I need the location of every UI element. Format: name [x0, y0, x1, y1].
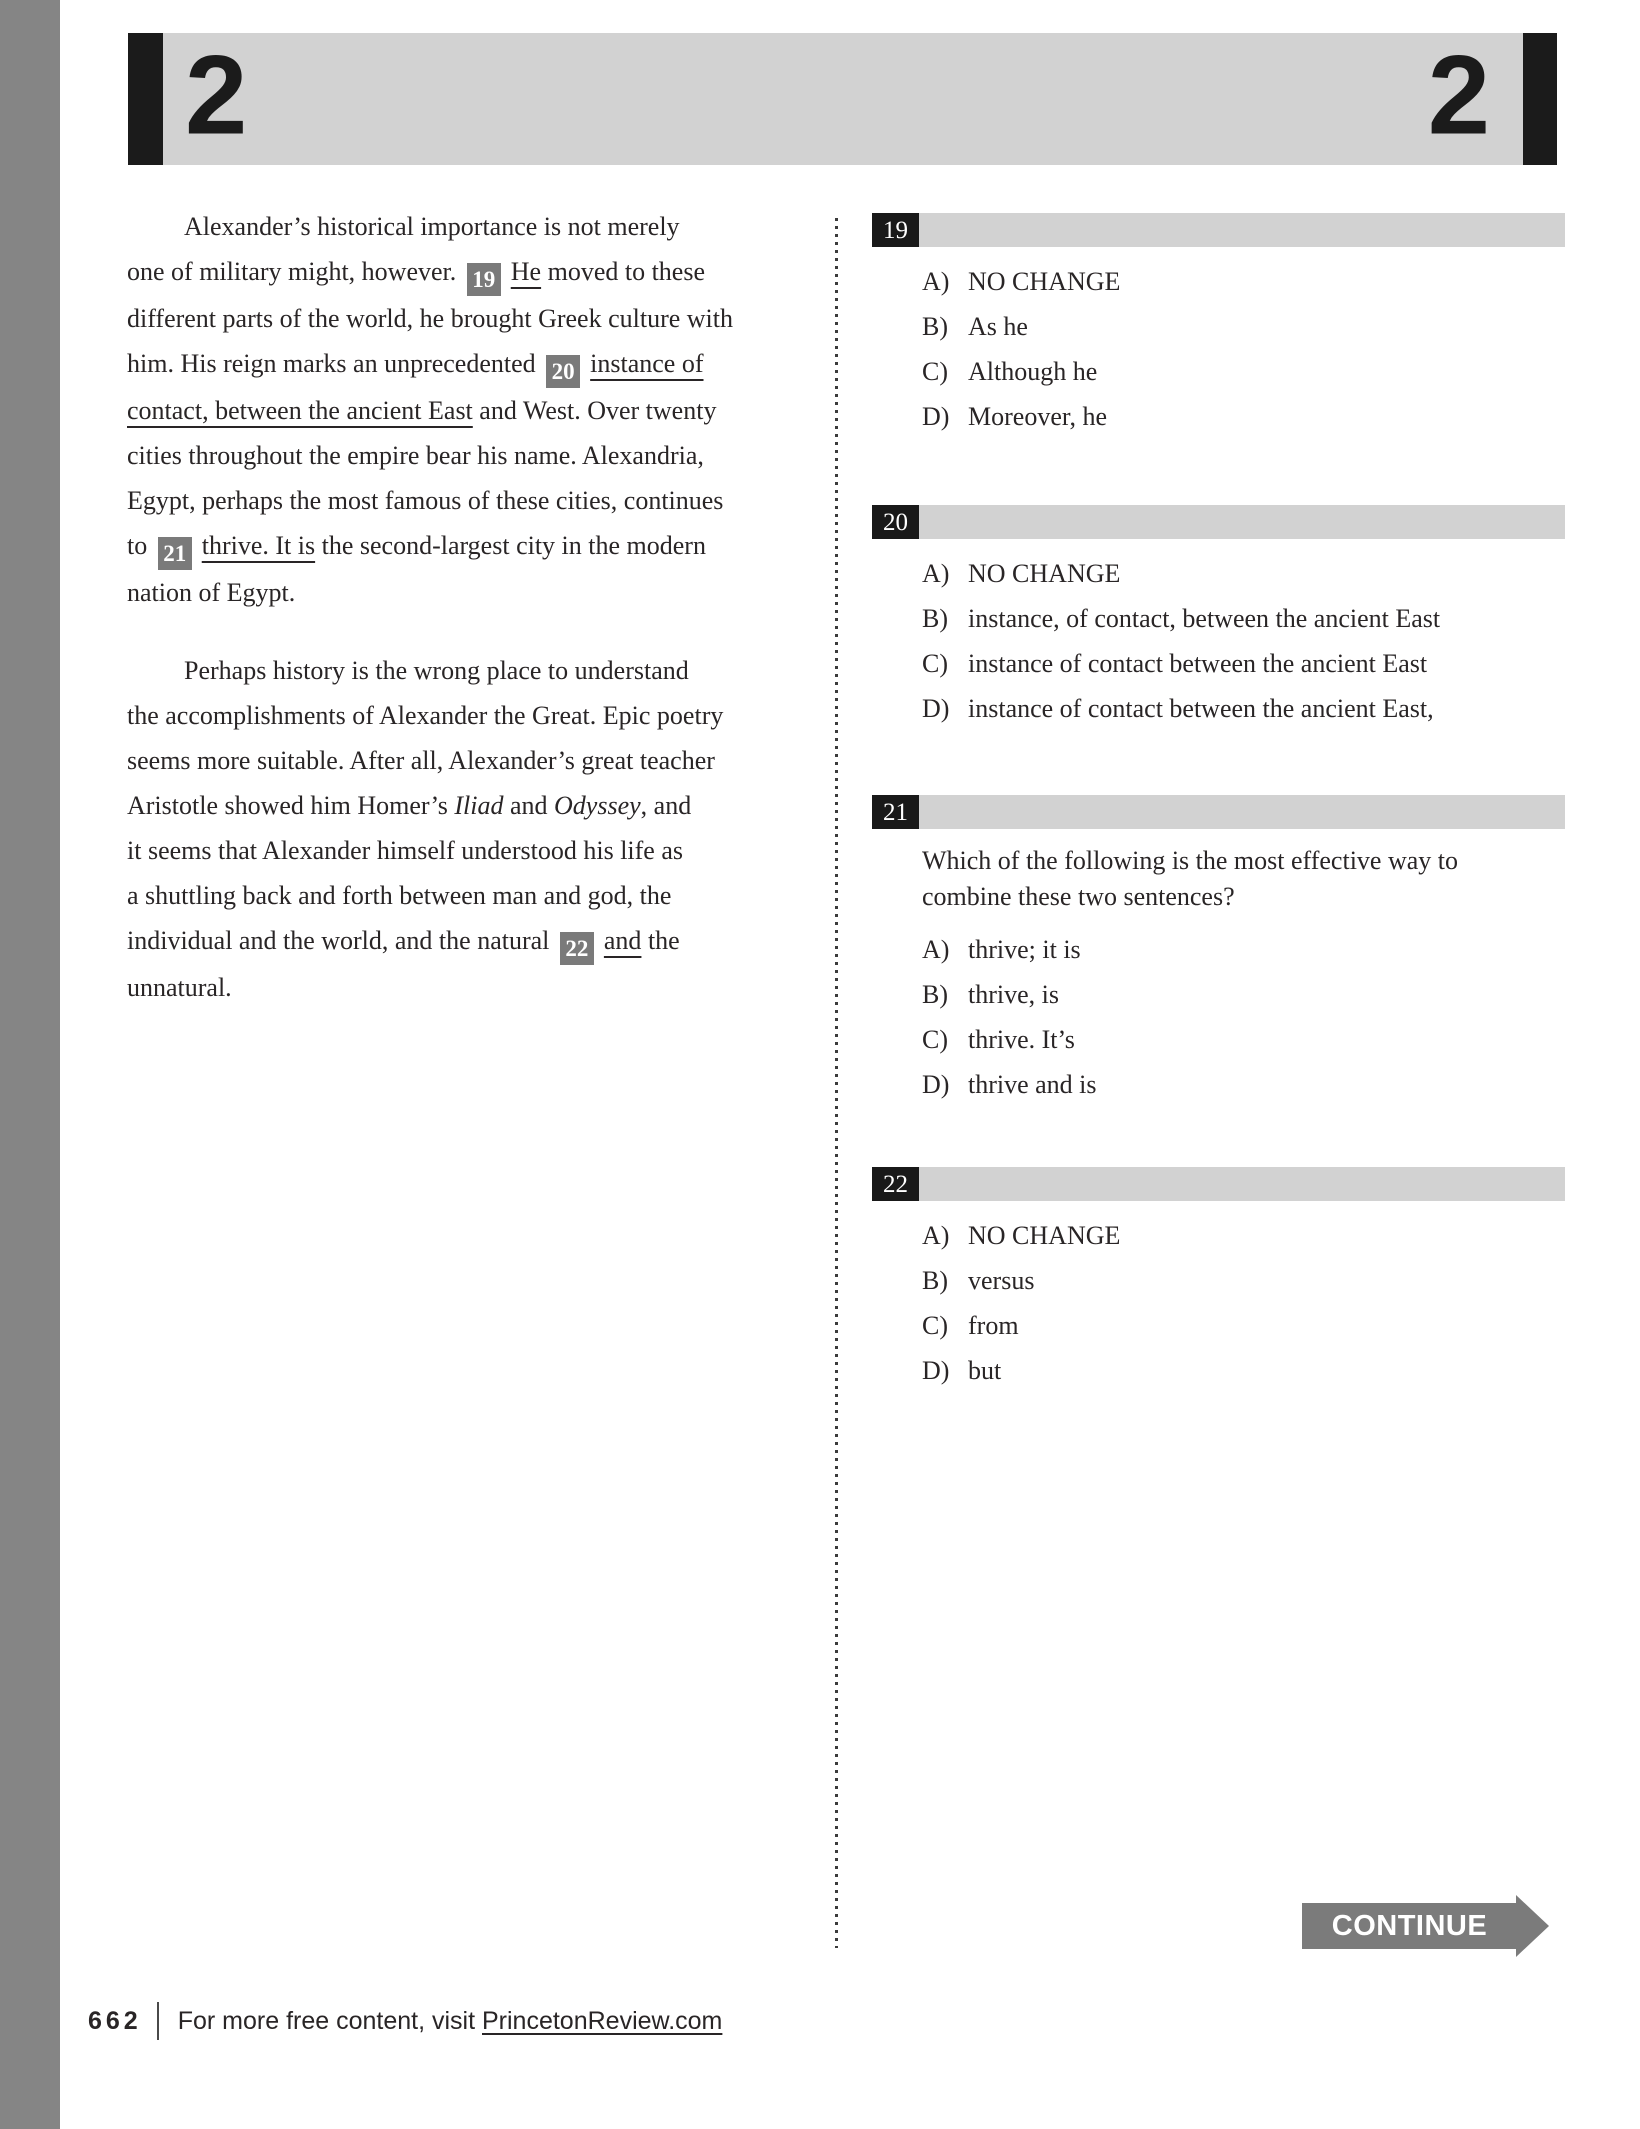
answer-option-b: [872, 304, 1565, 349]
option-letter: D): [922, 401, 950, 431]
footer-text: [178, 2007, 723, 2036]
option-letter: C): [922, 1310, 948, 1340]
underlined-text: thrive. It is: [201, 531, 316, 560]
option-text: instance, of contact, between the ancient East: [968, 603, 1441, 633]
answer-option-b: [872, 596, 1565, 641]
question-number-badge: 21: [872, 795, 919, 829]
option-text: instance of contact between the ancient East,: [968, 693, 1434, 723]
answer-option-d: [872, 394, 1565, 439]
passage-text: and West. Over twenty cities throughout the empire bear his name. Alexandria, Egypt, perhaps the most famous of these cities, continues to: [127, 396, 724, 560]
passage-text: Alexander’s historical importance is not merely one of military might, however.: [127, 212, 680, 286]
option-text: thrive; it is: [968, 934, 1081, 964]
option-letter: A): [922, 558, 950, 588]
inline-question-badge: 21: [158, 537, 192, 570]
footer-link[interactable]: PrincetonReview.com: [482, 2006, 723, 2035]
option-letter: B): [922, 979, 948, 1009]
answer-option-b: [872, 972, 1565, 1017]
passage-text: , and it seems that Alexander himself understood his life as a shuttling back and forth between man and god, the individual and the world, and the natural: [127, 791, 692, 955]
option-text: thrive and is: [968, 1069, 1097, 1099]
question-19: [872, 213, 1565, 439]
answer-option-a: [872, 927, 1565, 972]
option-text: NO CHANGE: [968, 558, 1121, 588]
answer-option-b: [872, 1258, 1565, 1303]
page-number: 662: [88, 2006, 142, 2035]
passage-text: and: [503, 791, 555, 820]
passage-paragraph: [127, 204, 842, 615]
answer-option-c: [872, 1303, 1565, 1348]
option-text: but: [968, 1355, 1002, 1385]
option-text: instance of contact between the ancient East: [968, 648, 1428, 678]
answer-option-a: [872, 1213, 1565, 1258]
question-header-bar: [872, 1167, 1565, 1201]
italic-text: Odyssey: [554, 791, 641, 820]
option-text: As he: [968, 311, 1028, 341]
answer-options: [872, 259, 1565, 439]
answer-option-a: [872, 551, 1565, 596]
footer-text-prefix: For more free content, visit: [177, 2006, 482, 2035]
answer-option-a: [872, 259, 1565, 304]
option-text: Moreover, he: [968, 401, 1108, 431]
passage-text: the unnatural.: [127, 926, 680, 1002]
inline-question-badge: 20: [546, 355, 580, 388]
question-number-badge: 19: [872, 213, 919, 247]
option-text: NO CHANGE: [968, 1220, 1121, 1250]
option-text: thrive, is: [968, 979, 1059, 1009]
answer-option-d: [872, 1062, 1565, 1107]
footer-divider: [157, 2002, 159, 2040]
question-header-bar: [872, 505, 1565, 539]
option-text: from: [968, 1310, 1019, 1340]
option-text: thrive. It’s: [968, 1024, 1075, 1054]
question-22: [872, 1167, 1565, 1393]
column-divider-dotted-line: [835, 218, 838, 1948]
page-footer: [88, 2001, 722, 2041]
answer-options: [872, 551, 1565, 731]
option-letter: A): [922, 934, 950, 964]
answer-options: [872, 927, 1565, 1107]
answer-option-d: [872, 686, 1565, 731]
passage-text: Perhaps history is the wrong place to understand the accomplishments of Alexander the Great. Epic poetry seems more suitable. After all, Alexander’s great teacher Aristotle showed him Homer’s: [127, 656, 724, 820]
question-header-bar: [872, 795, 1565, 829]
page-edge-strip: [0, 0, 60, 2129]
italic-text: Iliad: [454, 791, 504, 820]
answer-option-c: [872, 349, 1565, 394]
question-stem: Which of the following is the most effective way to combine these two sentences?: [922, 846, 1458, 911]
underlined-text: and: [603, 926, 642, 955]
option-letter: C): [922, 1024, 948, 1054]
option-letter: C): [922, 356, 948, 386]
inline-question-badge: 22: [560, 932, 594, 965]
question-20: [872, 505, 1565, 731]
passage-text: the second-largest city in the modern nation of Egypt.: [127, 531, 706, 607]
questions-column: [872, 0, 1572, 1500]
answer-option-c: [872, 1017, 1565, 1062]
question-number-badge: 22: [872, 1167, 919, 1201]
option-letter: B): [922, 603, 948, 633]
option-letter: A): [922, 1220, 950, 1250]
passage: [127, 204, 842, 1010]
option-text: versus: [968, 1265, 1035, 1295]
option-text: NO CHANGE: [968, 266, 1121, 296]
option-letter: B): [922, 1265, 948, 1295]
passage-paragraph: [127, 648, 842, 1010]
answer-option-d: [872, 1348, 1565, 1393]
option-letter: D): [922, 1355, 950, 1385]
underlined-text: instance of contact, between the ancient East: [127, 349, 704, 425]
answer-option-c: [872, 641, 1565, 686]
answer-options: [872, 1213, 1565, 1393]
question-21: [872, 795, 1565, 1107]
section-number-right: 2: [1427, 32, 1490, 158]
option-letter: D): [922, 693, 950, 723]
option-letter: B): [922, 311, 948, 341]
section-number-left: 2: [185, 32, 248, 158]
continue-arrow-icon: [1516, 1895, 1549, 1957]
option-text: Although he: [968, 356, 1098, 386]
inline-question-badge: 19: [467, 263, 501, 296]
underlined-text: He: [510, 257, 542, 286]
option-letter: A): [922, 266, 950, 296]
continue-button[interactable]: [1302, 1903, 1517, 1949]
passage-text: moved to these different parts of the world, he brought Greek culture with him. His reign marks an unprecedented: [127, 257, 733, 378]
question-number-badge: 20: [872, 505, 919, 539]
option-letter: D): [922, 1069, 950, 1099]
section-tab-left: [128, 33, 163, 165]
question-header-bar: [872, 213, 1565, 247]
option-letter: C): [922, 648, 948, 678]
continue-label: CONTINUE: [1331, 1910, 1488, 1942]
